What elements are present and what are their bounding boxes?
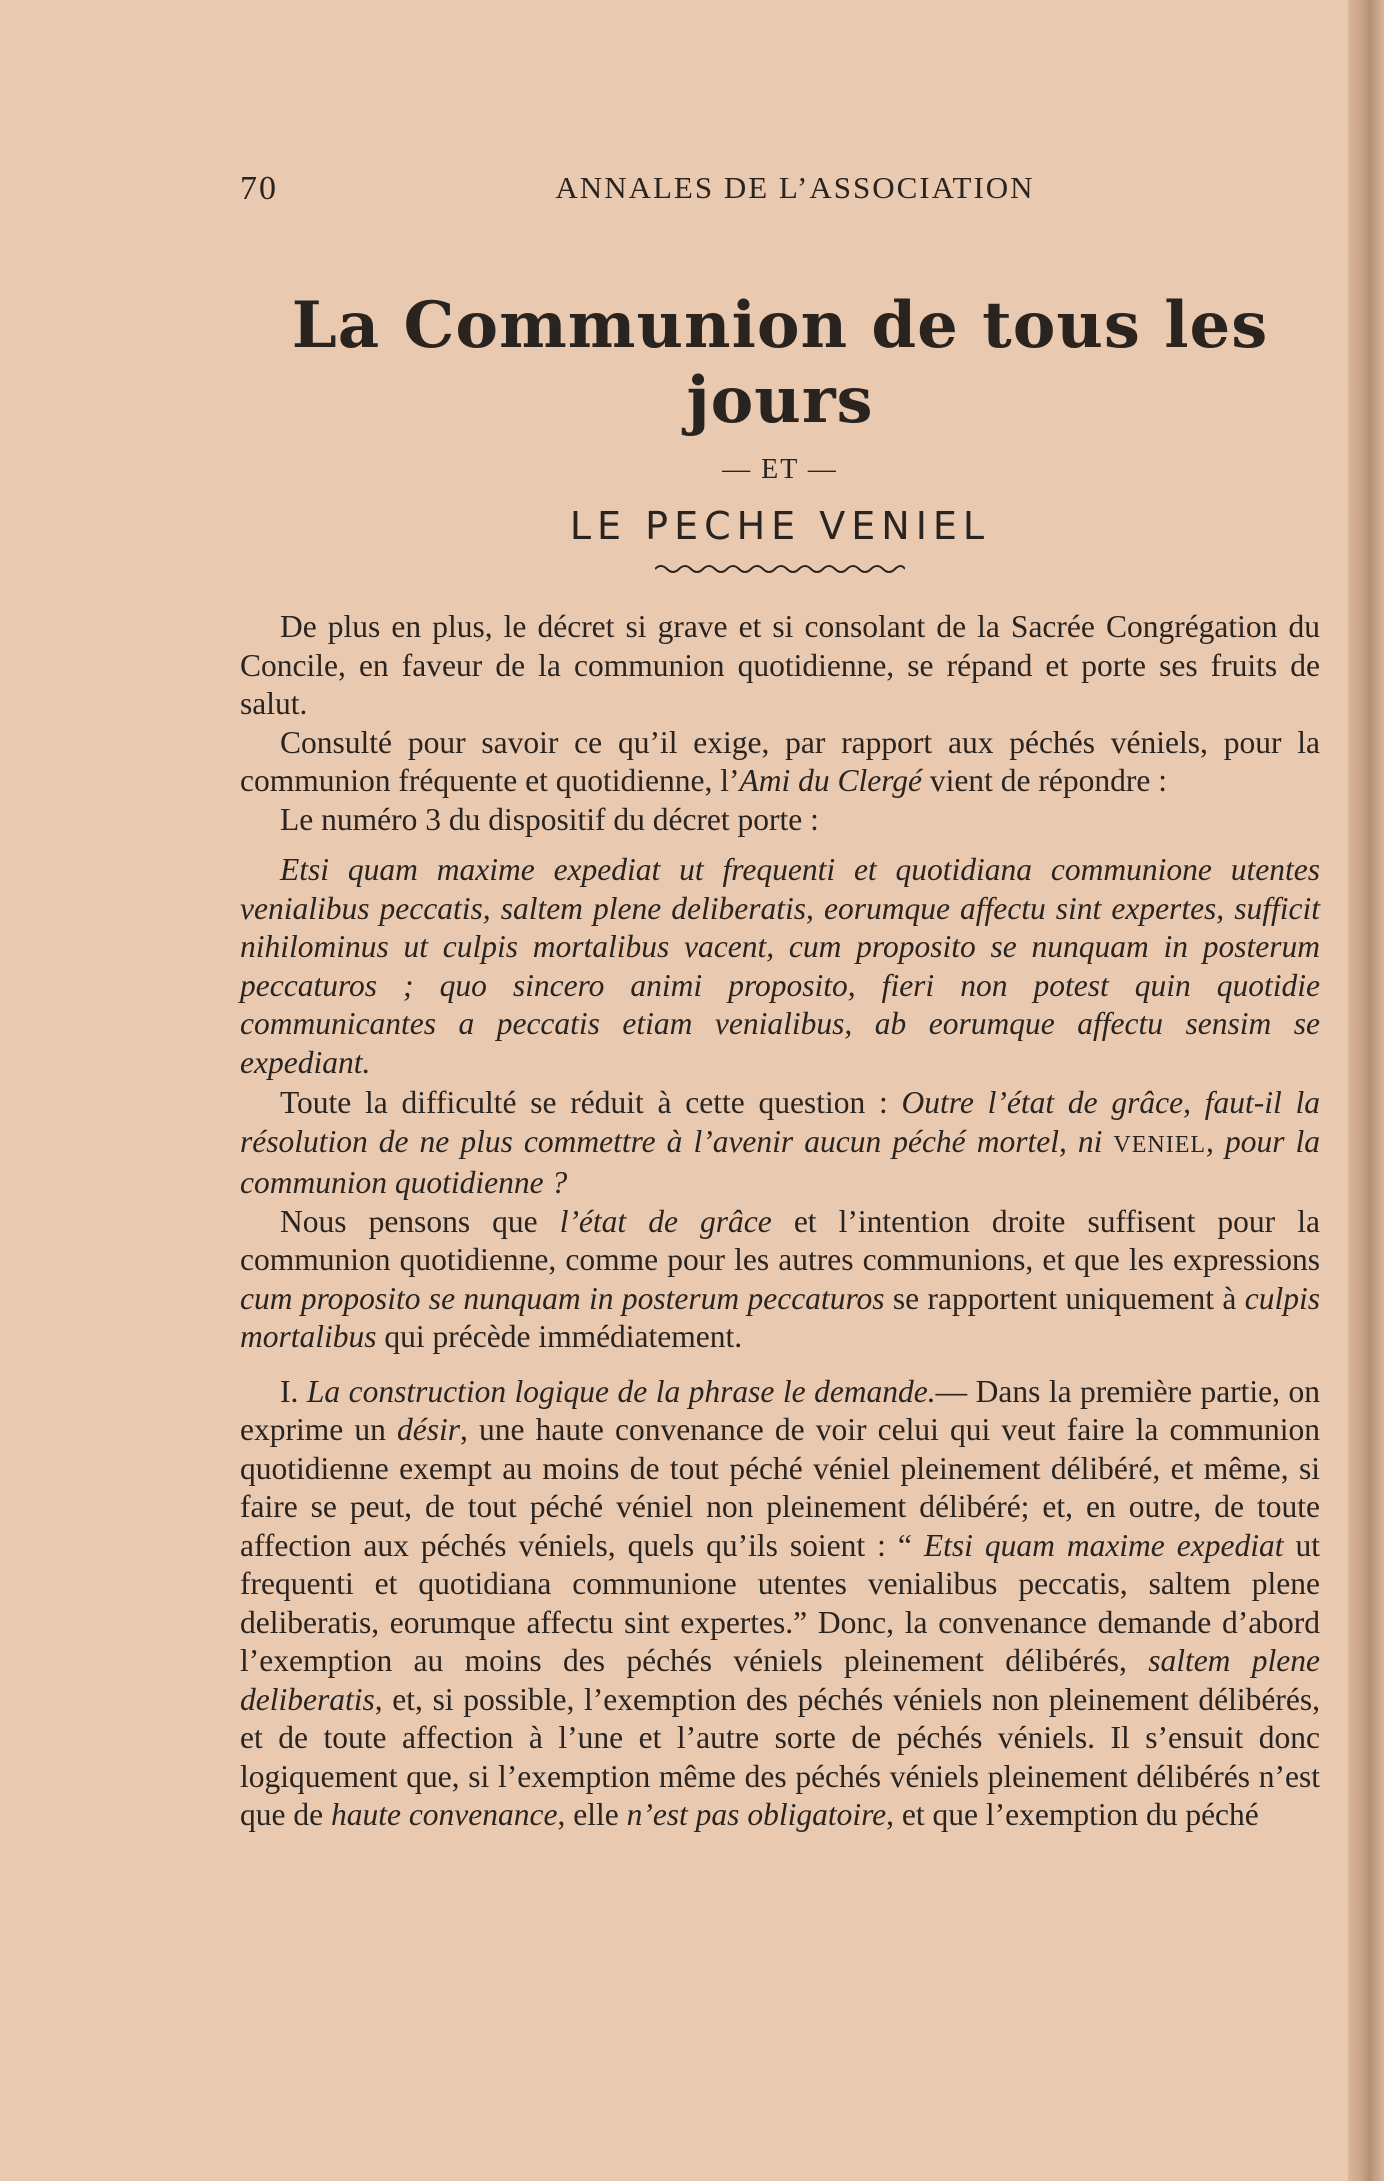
article-title: La Communion de tous les jours (291, 288, 1269, 438)
paragraph-1: De plus en plus, le décret si grave et si consolant de la Sacrée Congrégation du Concile, en faveur de la communion quotidienne, se répand et porte ses fruits de salut. (240, 609, 1320, 721)
wavy-rule-ornament (655, 562, 905, 576)
paragraph-2: Consulté pour savoir ce qu’il exige, par rapport aux péchés véniels, pour la communion fréquente et quotidienne, l’Ami du Clergé vient de répondre : (240, 724, 1320, 798)
paragraph-6: I. La construction logique de la phrase le demande.— Dans la première partie, on exprime un désir, une haute convenance de voir celui qui veut faire la communion quotidienne exempt au moins de tout péché véniel pleinement délibéré, et même, si faire se peut, de tout péché véniel non pleinement délibéré; et, en outre, de toute affection aux péchés véniels, quels qu’ils soient : “ Etsi quam maxime expediat ut frequenti et quotidiana communione utentes venialibus peccatis, saltem plene deliberatis, eorumque affectu sint expertes.” Donc, la convenance demande d’abord l’exemption au moins des péchés véniels pleinement délibérés, saltem plene deliberatis, et, si possible, l’exemption des péchés véniels non pleinement délibérés, et de toute affection à l’une et l’autre sorte de péchés véniels. Il s’ensuit donc logiquement que, si l’exemption même des péchés véniels pleinement délibérés n’est que de haute convenance, elle n’est pas obligatoire, et que l’exemption du péché (240, 1373, 1320, 1832)
article-body (240, 608, 1320, 1835)
paragraph-5: Nous pensons que l’état de grâce et l’intention droite suffisent pour la communion quotidienne, comme pour les autres communions, et que les expressions cum proposito se nunquam in posterum peccaturos se rapportent uniquement à culpis mortalibus qui précède immédiatement. (240, 1203, 1320, 1354)
title-conjunction: — ET — (722, 454, 838, 485)
running-head: ANNALES DE L’ASSOCIATION (555, 170, 1035, 205)
page-header (240, 160, 1320, 210)
paragraph-3: Le numéro 3 du dispositif du décret porte : (280, 801, 819, 837)
page-edge (1348, 0, 1384, 2181)
page-number: 70 (240, 170, 278, 207)
page (240, 160, 1320, 1835)
paragraph-spacer (240, 1357, 1320, 1373)
paragraph-4: Toute la difficulté se réduit à cette question : Outre l’état de grâce, faut-il la résolution de ne plus commettre à l’avenir aucun péché mortel, ni VENIEL, pour la communion quotidienne ? (240, 1085, 1320, 1200)
latin-quotation: Etsi quam maxime expediat ut frequenti et quotidiana communione utentes venialibus peccatis, saltem plene deliberatis, eorumque affectu sint expertes, sufficit nihilominus ut culpis mortalibus vacent, cum proposito se nunquam in posterum peccaturos ; quo sincero animi proposito, fieri non potest quin quotidie communicantes a peccatis etiam venialibus, ab eorumque affectu sensim se expediant. (240, 852, 1320, 1080)
journal-title: Ami du Clergé (739, 763, 923, 798)
article-subtitle: LE PECHE VENIEL (569, 504, 991, 548)
